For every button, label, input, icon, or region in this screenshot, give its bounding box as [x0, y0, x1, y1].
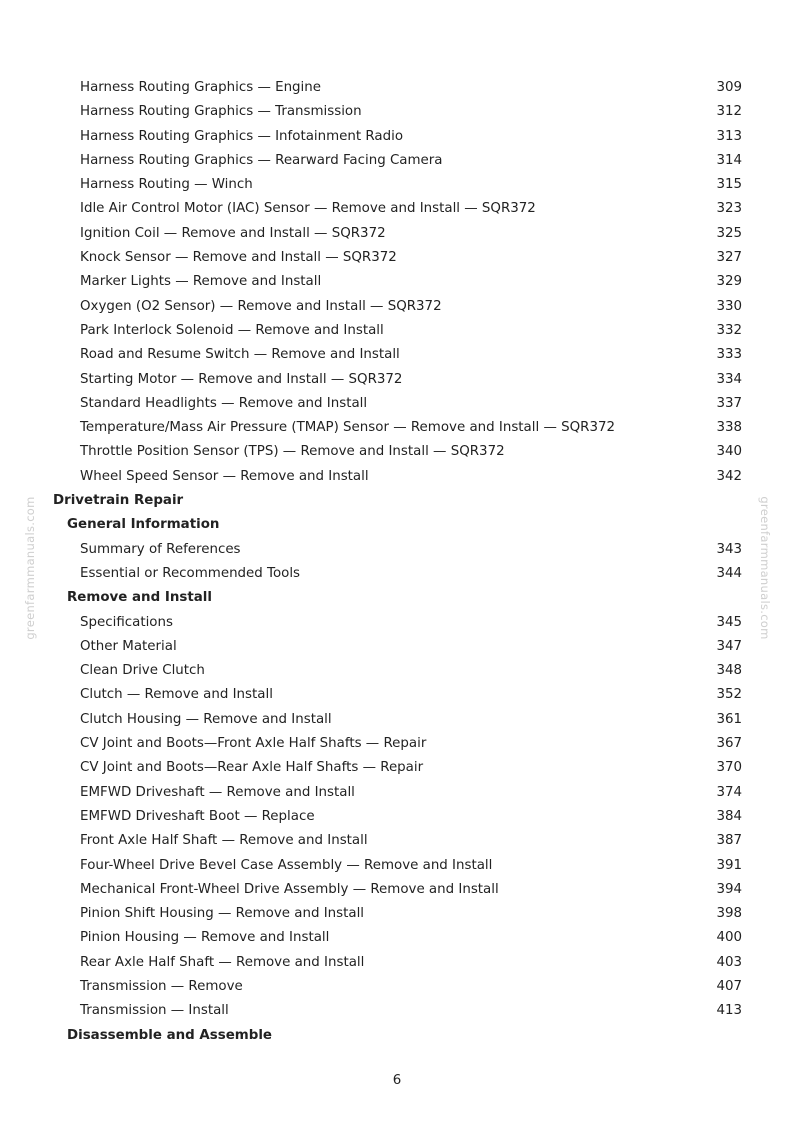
table-of-contents [0, 76, 794, 1048]
toc-entry-title: Starting Motor — Remove and Install — SQR372 [80, 371, 403, 387]
toc-entry[interactable] [0, 999, 794, 1023]
toc-entry-page-number: 352 [716, 687, 742, 703]
toc-entry[interactable] [0, 902, 794, 926]
toc-entry[interactable] [0, 343, 794, 367]
toc-entry-title: Harness Routing — Winch [80, 177, 253, 193]
toc-entry-title: Essential or Recommended Tools [80, 565, 301, 581]
toc-entry-title: Idle Air Control Motor (IAC) Sensor — Remove and Install — SQR372 [80, 201, 536, 217]
toc-entry-title: Clutch — Remove and Install [80, 687, 273, 703]
toc-entry-title: Rear Axle Half Shaft — Remove and Install [80, 954, 365, 970]
toc-entry-page-number: 340 [716, 444, 742, 460]
toc-entry-title: Harness Routing Graphics — Transmission [80, 104, 362, 120]
toc-entry[interactable] [0, 611, 794, 635]
toc-entry-title: Clean Drive Clutch [80, 663, 205, 679]
toc-entry-title: Summary of References [80, 541, 241, 557]
toc-entry-title: Wheel Speed Sensor — Remove and Install [80, 468, 369, 484]
toc-entry[interactable] [0, 465, 794, 489]
toc-entry[interactable] [0, 683, 794, 707]
toc-entry-page-number: 407 [716, 978, 742, 994]
toc-entry-title: EMFWD Driveshaft — Remove and Install [80, 784, 355, 800]
toc-entry[interactable] [0, 392, 794, 416]
toc-entry[interactable] [0, 246, 794, 270]
toc-entry[interactable] [0, 222, 794, 246]
toc-entry[interactable] [0, 659, 794, 683]
toc-entry-page-number: 323 [716, 201, 742, 217]
toc-entry[interactable] [0, 270, 794, 294]
toc-entry-page-number: 343 [716, 541, 742, 557]
toc-entry[interactable] [0, 781, 794, 805]
toc-entry-page-number: 337 [716, 395, 742, 411]
toc-entry-page-number: 330 [716, 298, 742, 314]
toc-entry-page-number: 400 [716, 930, 742, 946]
toc-entry-page-number: 347 [716, 638, 742, 654]
toc-entry[interactable] [0, 440, 794, 464]
toc-entry[interactable] [0, 538, 794, 562]
toc-entry-page-number: 329 [716, 274, 742, 290]
toc-entry[interactable] [0, 149, 794, 173]
toc-entry[interactable] [0, 562, 794, 586]
toc-entry[interactable] [0, 854, 794, 878]
toc-entry-page-number: 370 [716, 760, 742, 776]
toc-entry-page-number: 361 [716, 711, 742, 727]
toc-entry-page-number: 374 [716, 784, 742, 800]
toc-entry-page-number: 309 [716, 80, 742, 95]
toc-entry-title: Pinion Shift Housing — Remove and Install [80, 906, 365, 922]
toc-entry[interactable] [0, 100, 794, 124]
toc-entry-title: Drivetrain Repair [53, 493, 184, 509]
toc-entry-page-number: 367 [716, 736, 742, 752]
toc-entry-page-number: 391 [716, 857, 742, 873]
toc-entry-page-number: 398 [716, 906, 742, 922]
toc-entry-title: CV Joint and Boots—Front Axle Half Shafts — Repair [80, 736, 427, 752]
toc-entry-title: Front Axle Half Shaft — Remove and Install [80, 833, 368, 849]
toc-section-heading [0, 489, 794, 513]
toc-entry[interactable] [0, 878, 794, 902]
toc-entry[interactable] [0, 295, 794, 319]
toc-entry-title: Harness Routing Graphics — Engine [80, 80, 322, 95]
toc-entry-title: Temperature/Mass Air Pressure (TMAP) Sensor — Remove and Install — SQR372 [80, 420, 616, 436]
toc-entry-title: Transmission — Install [80, 1003, 229, 1019]
toc-entry-title: Pinion Housing — Remove and Install [80, 930, 330, 946]
toc-entry-title: Disassemble and Assemble [67, 1027, 273, 1043]
toc-entry[interactable] [0, 635, 794, 659]
toc-entry-title: General Information [67, 517, 220, 533]
toc-entry-page-number: 315 [716, 177, 742, 193]
toc-entry-title: Harness Routing Graphics — Infotainment Radio [80, 128, 404, 144]
toc-entry-page-number: 348 [716, 663, 742, 679]
toc-entry-title: Mechanical Front-Wheel Drive Assembly — Remove and Install [80, 881, 499, 897]
toc-entry[interactable] [0, 975, 794, 999]
toc-entry-title: Other Material [80, 638, 177, 654]
page-number: 6 [392, 1073, 402, 1088]
toc-entry-page-number: 314 [716, 152, 742, 168]
toc-entry-title: Road and Resume Switch — Remove and Install [80, 347, 400, 363]
toc-entry[interactable] [0, 708, 794, 732]
toc-entry[interactable] [0, 319, 794, 343]
toc-subsection-heading [0, 513, 794, 537]
toc-entry-page-number: 332 [716, 322, 742, 338]
toc-entry-title: EMFWD Driveshaft Boot — Replace [80, 808, 315, 824]
toc-entry[interactable] [0, 173, 794, 197]
toc-subsection-heading [0, 586, 794, 610]
toc-entry-page-number: 333 [716, 347, 742, 363]
toc-entry-page-number: 338 [716, 420, 742, 436]
toc-entry[interactable] [0, 756, 794, 780]
toc-entry-page-number: 312 [716, 104, 742, 120]
toc-entry-title: Harness Routing Graphics — Rearward Facing Camera [80, 152, 443, 168]
watermark-right: greenfarmmanuals.com [758, 496, 772, 640]
toc-entry-page-number: 384 [716, 808, 742, 824]
toc-entry-page-number: 344 [716, 565, 742, 581]
toc-entry-title: Knock Sensor — Remove and Install — SQR372 [80, 250, 397, 266]
toc-entry-page-number: 334 [716, 371, 742, 387]
toc-entry-title: Oxygen (O2 Sensor) — Remove and Install — SQR372 [80, 298, 442, 314]
toc-entry-page-number: 327 [716, 250, 742, 266]
toc-entry[interactable] [0, 926, 794, 950]
toc-entry-page-number: 387 [716, 833, 742, 849]
toc-entry-title: Marker Lights — Remove and Install [80, 274, 322, 290]
toc-entry[interactable] [0, 805, 794, 829]
toc-subsection-heading [0, 1024, 794, 1048]
toc-entry-title: Ignition Coil — Remove and Install — SQR372 [80, 225, 386, 241]
toc-entry-page-number: 394 [716, 881, 742, 897]
toc-entry-title: Remove and Install [67, 590, 212, 606]
toc-entry-title: Park Interlock Solenoid — Remove and Install [80, 322, 384, 338]
toc-entry-title: Four-Wheel Drive Bevel Case Assembly — Remove and Install [80, 857, 493, 873]
toc-entry-page-number: 345 [716, 614, 742, 630]
toc-entry[interactable] [0, 197, 794, 221]
toc-entry-page-number: 403 [716, 954, 742, 970]
toc-entry[interactable] [0, 829, 794, 853]
toc-entry-title: Throttle Position Sensor (TPS) — Remove and Install — SQR372 [80, 444, 505, 460]
toc-entry-page-number: 325 [716, 225, 742, 241]
toc-entry[interactable] [0, 732, 794, 756]
toc-entry-title: Transmission — Remove [80, 978, 243, 994]
toc-entry-page-number: 413 [716, 1003, 742, 1019]
toc-entry[interactable] [0, 951, 794, 975]
toc-entry-page-number: 342 [716, 468, 742, 484]
toc-entry-title: CV Joint and Boots—Rear Axle Half Shafts — Repair [80, 760, 424, 776]
toc-entry-page-number: 313 [716, 128, 742, 144]
toc-entry[interactable] [0, 125, 794, 149]
toc-entry-title: Specifications [80, 614, 173, 630]
toc-entry[interactable] [0, 416, 794, 440]
watermark-left: greenfarmmanuals.com [23, 496, 37, 640]
toc-entry[interactable] [0, 76, 794, 100]
toc-entry[interactable] [0, 368, 794, 392]
toc-entry-title: Clutch Housing — Remove and Install [80, 711, 332, 727]
toc-entry-title: Standard Headlights — Remove and Install [80, 395, 368, 411]
